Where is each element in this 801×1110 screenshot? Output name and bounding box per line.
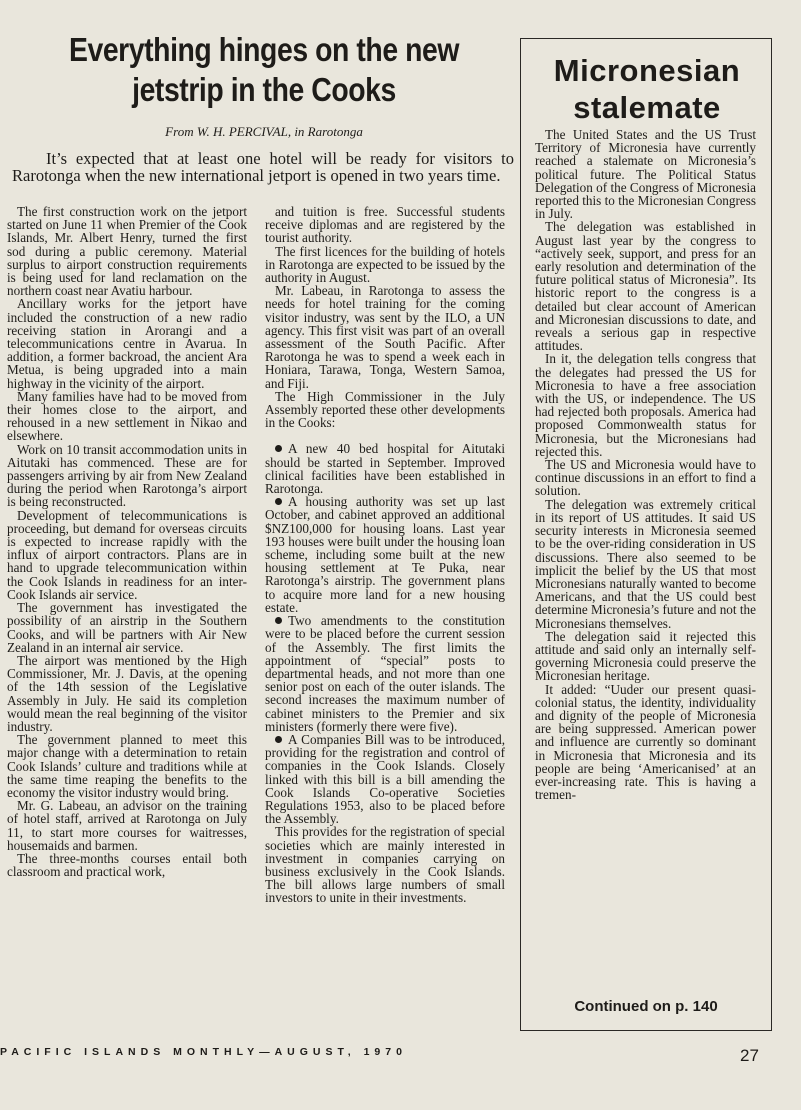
article-paragraph: The three-months courses entail both classroom and practical work, bbox=[7, 850, 247, 880]
sidebar-paragraph: The United States and the US Trust Territory of Micronesia have currently reached a stalemate on Micronesia’s political future. The Political Status Delegation of the Congress of Micronesia reported this to the Micronesian Congress in July. bbox=[535, 127, 756, 222]
bullet-text: Two amendments to the constitution were to be placed before the current session of the Assembly. The first limits the appointment of “special” posts to departmental heads, and not more than one senior post on each of the outer islands. The second increases the maximum number of cabinet ministers to the Premier and six ministers (formerly there were five). bbox=[265, 613, 505, 734]
article-paragraph: Many families have had to be moved from their homes close to the airport, and rehoused in a new settlement in Nikao and elsewhere. bbox=[7, 388, 247, 444]
article-paragraph: Work on 10 transit accommodation units in Aitutaki has commenced. These are for passengers arriving by air from New Zealand during the period when Rarotonga’s airport is being reconstructed. bbox=[7, 441, 247, 510]
bullet-item bbox=[265, 442, 505, 495]
article-paragraph: Ancillary works for the jetport have included the construction of a new radio receiving station in Arorangi and a telecommunications centre in Avarua. In addition, a former backroad, the ancient Ara Metua, is being upgraded into a main highway in the vicinity of the airport. bbox=[7, 296, 247, 391]
bullet-item bbox=[265, 614, 505, 733]
article-paragraph: and tuition is free. Successful students receive diplomas and are registered by the tourist authority. bbox=[265, 204, 505, 246]
sidebar-paragraph: The delegation was extremely critical in its report of US attitudes. It said US security interests in Micronesia seemed to be the over-riding consideration in US discussions. There also seemed to be implicit the belief by the US that most Micronesians naturally wanted to become Americans, and that the US could best determine Micronesia’s future and not the Micronesians themselves. bbox=[535, 496, 756, 631]
bullet-text: A new 40 bed hospital for Aitutaki should be started in September. Improved clinical facilities have been established in Rarotonga. bbox=[265, 441, 505, 497]
sidebar-paragraph: In it, the delegation tells congress that the delegates had pressed the US for Micronesia to have a free association with the US, or independence. The US had rejected both proposals. America had proposed Commonwealth status for Micronesia, but the Micronesians had rejected this. bbox=[535, 351, 756, 459]
article-paragraph: Mr. G. Labeau, an advisor on the training of hotel staff, arrived at Rarotonga on July 11, to start more courses for waitresses, housemaids and barmen. bbox=[7, 798, 247, 853]
page-number: 27 bbox=[740, 1046, 759, 1065]
article-paragraph: The government planned to meet this major change with a determination to retain Cook Islands’ culture and traditions while at the same time reaping the benefits to the economy the visitor industry would bring. bbox=[7, 732, 247, 800]
bullet-icon bbox=[275, 445, 282, 452]
article-column-1 bbox=[7, 205, 247, 878]
bullet-item bbox=[265, 733, 505, 825]
article-headline: Everything hinges on the new jetstrip in the Cooks bbox=[68, 31, 460, 108]
bullet-text: A housing authority was set up last October, and cabinet approved an additional $NZ100,000 for housing loans. Last year 193 houses were built under the housing loan scheme, including some built at the new housing settlement at Te Puka, near Rarotonga’s airstrip. The government plans to acquire more land for a new housing estate. bbox=[265, 494, 505, 615]
article-paragraph: The government has investigated the possibility of an airstrip in the Southern Cooks, and will be partners with Air New Zealand in an internal air service. bbox=[7, 600, 247, 655]
sidebar-column bbox=[535, 128, 756, 801]
bullet-icon bbox=[275, 736, 282, 743]
bullet-text: A Companies Bill was to be introduced, providing for the registration and control of companies in the Cook Islands. Closely linked with this bill is a bill amending the Cook Islands Co-operative Societies Regulations 1953, also to be placed before the Assembly. bbox=[265, 731, 505, 827]
article-column-2 bbox=[265, 205, 505, 905]
sidebar-paragraph: The US and Micronesia would have to continue discussions in an effort to find a solution. bbox=[535, 457, 756, 499]
sidebar-paragraph: It added: “Uuder our present quasi-colonial status, the identity, individuality and dignity of the people of Micronesia are being suppressed. American power and influence are currently so dominant in Micronesia that Micronesia and its people are being ‘Americanised’ at an ever-increasing rate. This is having a tremen- bbox=[535, 681, 756, 803]
page-footer: PACIFIC ISLANDS MONTHLY—AUGUST, 1970 bbox=[0, 1046, 407, 1058]
bullet-item bbox=[265, 495, 505, 614]
sidebar-paragraph: The delegation said it rejected this attitude and said only an internally self-governing Micronesia could preserve the Micronesian heritage. bbox=[535, 628, 756, 684]
bullet-icon bbox=[275, 498, 282, 505]
article-paragraph: This provides for the registration of special societies which are mainly interested in investment in companies carrying on business exclusively in the Cook Islands. The bill allows large numbers of small investors to unite in their investments. bbox=[265, 824, 505, 906]
article-byline: From W. H. PERCIVAL, in Rarotonga bbox=[165, 124, 363, 139]
article-paragraph: The first licences for the building of hotels in Rarotonga are expected to be issued by the authority in August. bbox=[265, 243, 505, 286]
continued-link[interactable]: Continued on p. 140 bbox=[574, 998, 718, 1015]
article-paragraph: The High Commissioner in the July Assembly reported these other developments in the Cooks: bbox=[265, 388, 505, 431]
sidebar-paragraph: The delegation was established in August last year by the congress to “actively seek, support, and press for an early resolution and determination of the future political status of Micronesia”. Its historic report to the congress is a detailed but clear account of American and Micronesian discussions to date, and reveals a serious gap in respective attitudes. bbox=[535, 219, 756, 354]
sidebar-title: Micronesian stalemate bbox=[553, 53, 741, 125]
bullet-icon bbox=[275, 617, 282, 624]
article-paragraph: The airport was mentioned by the High Commissioner, Mr. J. Davis, at the opening of the 14th session of the Legislative Assembly in July. He said its completion would mean the real beginning of the visitor industry. bbox=[7, 652, 247, 734]
article-paragraph: Development of telecommunications is proceeding, but demand for overseas circuits is expected to increase rapidly with the influx of airport contractors. Plans are in hand to upgrade telecommunication within the Cook Islands in readiness for an inter-Cook Islands air service. bbox=[7, 507, 247, 602]
article-paragraph: The first construction work on the jetport started on June 11 when Premier of the Cook Islands, Mr. Albert Henry, turned the first sod during a public ceremony. Material surplus to airport construction requirements is being used for land reclamation on the northern coast near Avatiu harbour. bbox=[7, 204, 247, 299]
article-lede: It’s expected that at least one hotel will be ready for visitors to Rarotonga when the new international jetport is opened in two years time. bbox=[12, 149, 514, 185]
article-paragraph: Mr. Labeau, in Rarotonga to assess the needs for hotel training for the coming visitor industry, was sent by the ILO, a UN agency. This first visit was part of an overall assessment of the South Pacific. After Rarotonga he was to spend a week each in Honiara, Tarawa, Tonga, Western Samoa, and Fiji. bbox=[265, 283, 505, 391]
